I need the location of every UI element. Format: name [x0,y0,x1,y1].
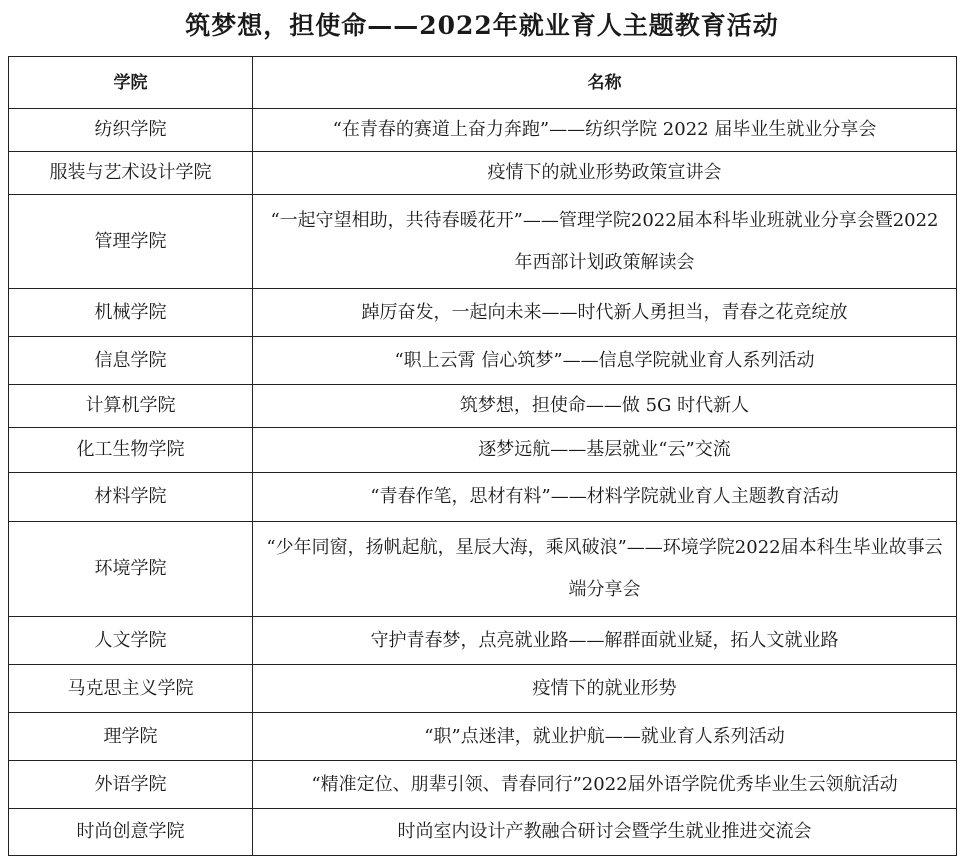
college-cell: 理学院 [9,713,253,761]
activity-name-cell: 时尚室内设计产教融合研讨会暨学生就业推进交流会 [253,809,957,856]
activity-name-cell: “少年同窗，扬帆起航，星辰大海，乘风破浪”——环境学院2022届本科生毕业故事云端分享会 [253,522,957,617]
activity-name-cell: 筑梦想，担使命——做 5G 时代新人 [253,385,957,428]
activity-name-cell: “青春作笔，思材有料”——材料学院就业育人主题教育活动 [253,473,957,522]
table-row [9,617,957,665]
activities-table [8,56,957,856]
activity-name-cell: 踔厉奋发，一起向未来——时代新人勇担当，青春之花竞绽放 [253,289,957,337]
college-cell: 马克思主义学院 [9,665,253,713]
activity-name-cell: 逐梦远航——基层就业“云”交流 [253,428,957,473]
college-cell: 机械学院 [9,289,253,337]
activity-name-cell: “在青春的赛道上奋力奔跑”——纺织学院 2022 届毕业生就业分享会 [253,109,957,152]
header-college: 学院 [9,57,253,109]
activity-name-cell: “一起守望相助，共待春暖花开”——管理学院2022届本科毕业班就业分享会暨2022年西部计划政策解读会 [253,195,957,289]
college-cell: 信息学院 [9,337,253,385]
activity-name-cell: “精准定位、朋辈引领、青春同行”2022届外语学院优秀毕业生云领航活动 [253,761,957,809]
table-row [9,809,957,856]
college-cell: 化工生物学院 [9,428,253,473]
college-cell: 时尚创意学院 [9,809,253,856]
college-cell: 材料学院 [9,473,253,522]
table-row [9,195,957,289]
college-cell: 服装与艺术设计学院 [9,152,253,195]
table-row [9,337,957,385]
table-row [9,152,957,195]
college-cell: 管理学院 [9,195,253,289]
college-cell: 外语学院 [9,761,253,809]
table-row [9,428,957,473]
activity-name-cell: “职上云霄 信心筑梦”——信息学院就业育人系列活动 [253,337,957,385]
college-cell: 纺织学院 [9,109,253,152]
activity-name-cell: 疫情下的就业形势 [253,665,957,713]
table-row [9,289,957,337]
table-header-row [9,57,957,109]
table-row [9,713,957,761]
activity-name-cell: “职”点迷津，就业护航——就业育人系列活动 [253,713,957,761]
document-title: 筑梦想，担使命——2022年就业育人主题教育活动 [185,11,779,40]
college-cell: 人文学院 [9,617,253,665]
table-row [9,761,957,809]
table-row [9,522,957,617]
table-row [9,109,957,152]
college-cell: 环境学院 [9,522,253,617]
activity-name-cell: 守护青春梦，点亮就业路——解群面就业疑，拓人文就业路 [253,617,957,665]
header-name: 名称 [253,57,957,109]
table-row [9,665,957,713]
table-row [9,473,957,522]
table-row [9,385,957,428]
activity-name-cell: 疫情下的就业形势政策宣讲会 [253,152,957,195]
college-cell: 计算机学院 [9,385,253,428]
